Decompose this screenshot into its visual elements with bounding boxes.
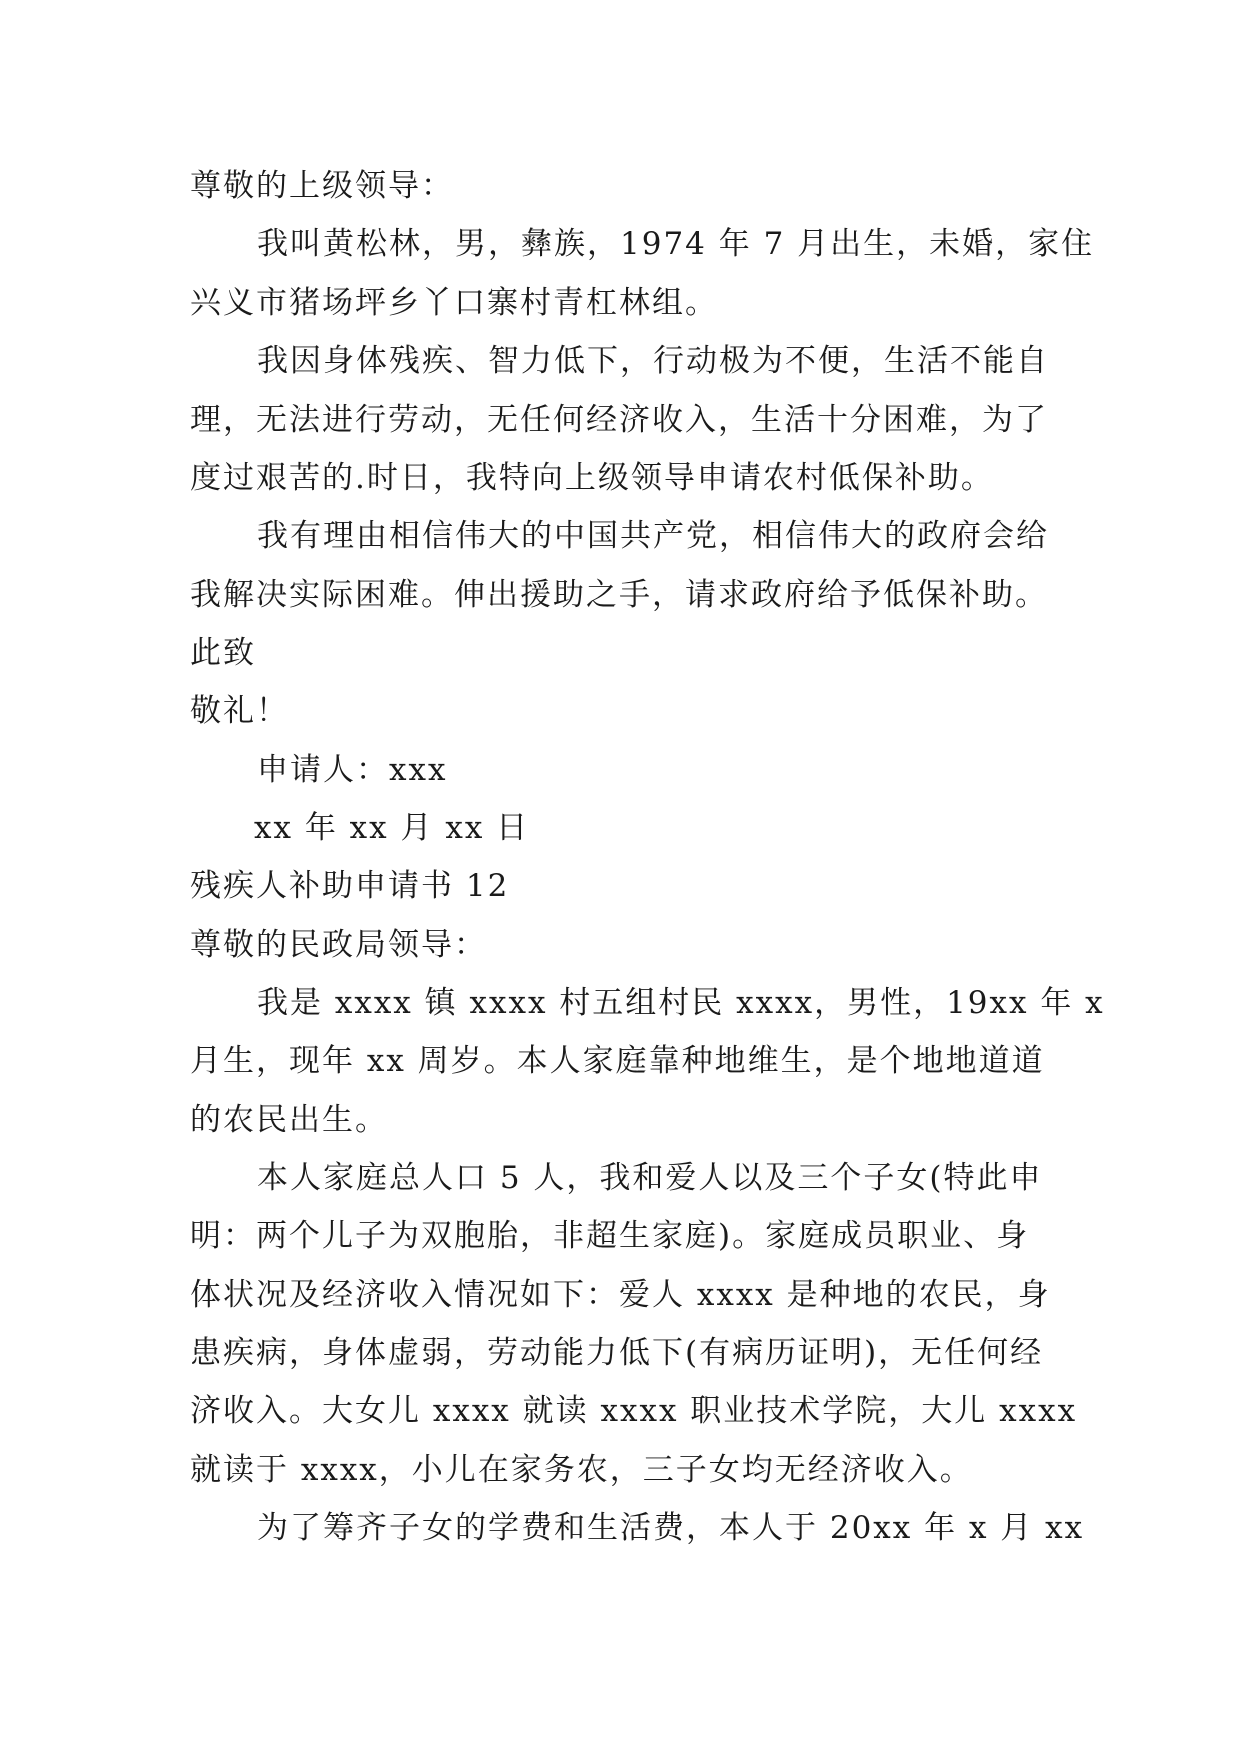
salutation-line: 尊敬的民政局领导： — [190, 927, 487, 963]
paragraph-line: 济收入。大女儿 xxxx 就读 xxxx 职业技术学院，大儿 xxxx — [190, 1393, 1078, 1429]
paragraph-line: 我叫黄松林，男，彝族，1974 年 7 月出生，未婚，家住 — [257, 226, 1095, 262]
closing-line: 敬礼！ — [190, 693, 289, 729]
paragraph-line: 就读于 xxxx，小儿在家务农，三子女均无经济收入。 — [190, 1452, 973, 1488]
paragraph-line: 患疾病，身体虚弱，劳动能力低下(有病历证明)，无任何经 — [190, 1335, 1044, 1371]
paragraph-line: 的农民出生。 — [190, 1102, 388, 1138]
paragraph-line: 理，无法进行劳动，无任何经济收入，生活十分困难，为了 — [190, 402, 1048, 438]
paragraph-line: 我有理由相信伟大的中国共产党，相信伟大的政府会给 — [257, 518, 1049, 554]
paragraph-line: 兴义市猪场坪乡丫口寨村青杠林组。 — [190, 285, 718, 321]
paragraph-line: 体状况及经济收入情况如下：爱人 xxxx 是种地的农民，身 — [190, 1277, 1051, 1313]
paragraph-line: 月生，现年 xx 周岁。本人家庭靠种地维生，是个地地道道 — [190, 1043, 1045, 1079]
paragraph-line: 我是 xxxx 镇 xxxx 村五组村民 xxxx，男性，19xx 年 x — [257, 985, 1105, 1021]
paragraph-line: 我解决实际困难。伸出援助之手，请求政府给予低保补助。 — [190, 577, 1048, 613]
closing-line: 此致 — [190, 635, 256, 671]
date-line: xx 年 xx 月 xx 日 — [254, 810, 530, 846]
paragraph-line: 我因身体残疾、智力低下，行动极为不便，生活不能自 — [257, 343, 1049, 379]
paragraph-line: 为了筹齐子女的学费和生活费，本人于 20xx 年 x 月 xx — [257, 1510, 1085, 1546]
paragraph-line: 度过艰苦的.时日，我特向上级领导申请农村低保补助。 — [190, 460, 994, 496]
paragraph-line: 本人家庭总人口 5 人，我和爱人以及三个子女(特此申 — [257, 1160, 1043, 1196]
section-title: 残疾人补助申请书 12 — [190, 868, 510, 904]
applicant-line: 申请人：xxx — [257, 752, 448, 788]
salutation-line: 尊敬的上级领导： — [190, 168, 454, 204]
paragraph-line: 明：两个儿子为双胞胎，非超生家庭)。家庭成员职业、身 — [190, 1218, 1030, 1254]
